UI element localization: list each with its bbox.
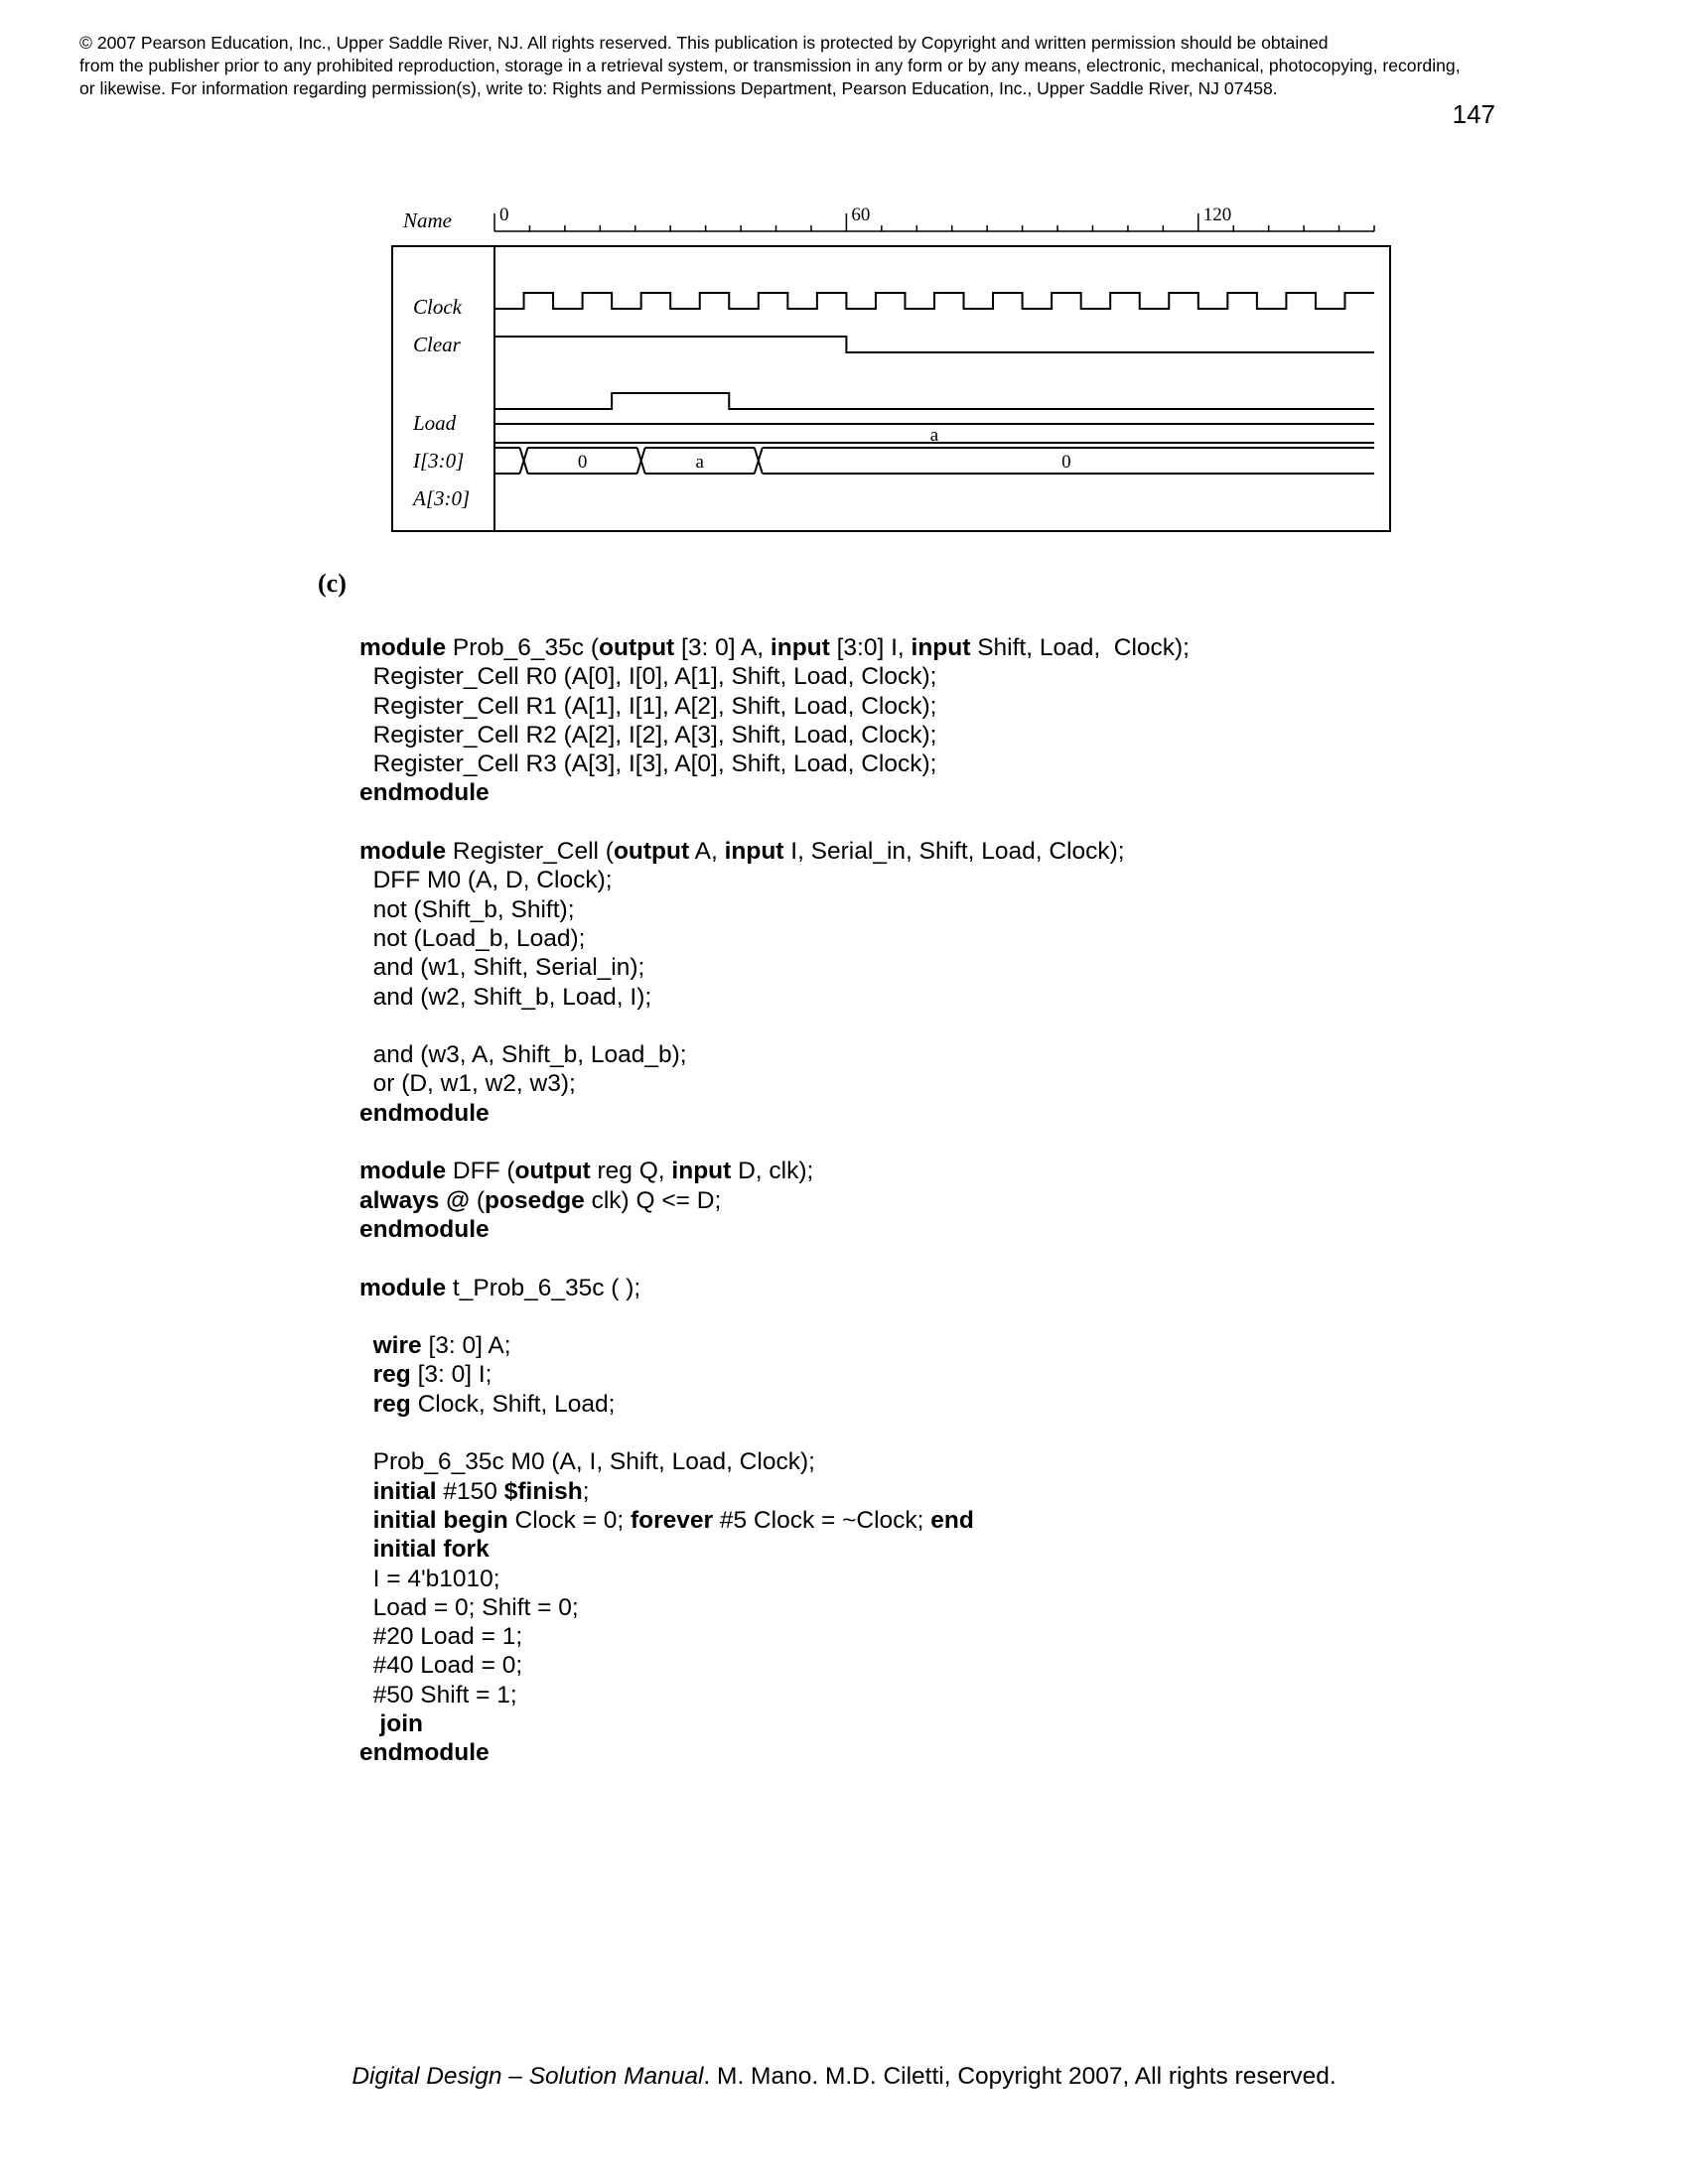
code-keyword: module [359,838,447,866]
code-text: not (Load_b, Load); [359,924,586,952]
code-keyword: module [359,634,447,661]
code-text: [3: 0] A, [674,634,771,661]
code-line [359,866,1551,894]
code-keyword: initial [372,1477,437,1505]
footer-title: Digital Design – Solution Manual [352,2063,704,2090]
code-line [359,837,1551,866]
code-line [359,778,1551,807]
waveforms [494,293,1374,474]
code-line [359,1565,1551,1593]
code-line [359,662,1551,691]
code-text: A, [689,838,725,866]
code-line [359,721,1551,750]
code-line [359,633,1551,662]
code-text: t_Prob_6_35c ( ); [446,1274,641,1301]
code-keyword: posedge [485,1186,585,1214]
code-line [359,1157,1551,1185]
code-text: and (w3, A, Shift_b, Load_b); [359,1041,687,1069]
i-bus-value: a [929,425,939,446]
a-bus-value: 0 [1061,452,1071,473]
load-waveform [494,393,1374,409]
part-label: (c) [318,569,347,598]
code-line [359,808,1551,837]
copyright-line: © 2007 Pearson Education, Inc., Upper Saddle River, NJ. All rights reserved. This publication is protected by Copyright and written permission should be obtained [79,33,1329,53]
code-line [359,1099,1551,1128]
code-line [359,924,1551,953]
code-text: D, clk); [731,1158,814,1185]
code-line [359,1302,1551,1331]
code-keyword: endmodule [359,1739,490,1767]
clock-waveform [494,293,1374,309]
diagram-frame [392,246,1390,531]
code-text: Register_Cell ( [446,838,614,866]
code-text: #150 [436,1477,504,1505]
code-text: I, Serial_in, Shift, Load, Clock); [783,838,1125,866]
code-text: #50 Shift = 1; [359,1681,517,1708]
code-line [359,1477,1551,1506]
signal-name-clock: Clock [413,295,462,319]
tick-label: 0 [499,205,509,225]
tick-label: 60 [851,205,871,225]
code-keyword: endmodule [359,1215,490,1243]
code-keyword: output [599,634,675,661]
copyright-line: or likewise. For information regarding permission(s), write to: Rights and Permissions Department, Pearson Education, Inc., Upper Saddle River, NJ 07458. [79,78,1278,98]
code-keyword: initial fork [372,1536,490,1564]
code-text: Prob_6_35c ( [446,634,600,661]
code-keyword: output [613,838,690,866]
a-bus-value: a [695,452,704,473]
code-line [359,1215,1551,1244]
code-line [359,1390,1551,1419]
code-line [359,1709,1551,1738]
code-text: [3: 0] A; [421,1332,511,1360]
code-keyword: initial begin [372,1506,508,1534]
code-text: Shift, Load, Clock); [970,634,1190,661]
signal-name-a-bus: A[3:0] [413,486,471,510]
code-line [359,1535,1551,1564]
code-line [359,750,1551,778]
code-text [359,1710,379,1737]
clear-waveform [494,337,1374,352]
code-line [359,953,1551,982]
code-text: Register_Cell R3 (A[3], I[3], A[0], Shift, Load, Clock); [359,751,937,778]
code-text: ; [582,1477,590,1505]
code-keyword: join [379,1709,423,1737]
code-text: not (Shift_b, Shift); [359,895,575,923]
code-line [359,1040,1551,1069]
code-text: and (w1, Shift, Serial_in); [359,954,645,982]
code-keyword: wire [372,1332,422,1360]
code-text: [3:0] I, [829,634,912,661]
code-line [359,1069,1551,1098]
code-text: #5 Clock = ~Clock; [713,1506,931,1534]
signal-name-clear: Clear [413,333,461,356]
code-text: I = 4'b1010; [359,1565,500,1592]
code-keyword: module [359,1274,447,1301]
code-text: #20 Load = 1; [359,1623,523,1651]
code-text: clk) Q <= D; [584,1186,722,1214]
code-text: Load = 0; Shift = 0; [359,1593,579,1621]
code-text: Prob_6_35c M0 (A, I, Shift, Load, Clock); [359,1448,815,1476]
code-line [359,1447,1551,1476]
code-text: [3: 0] I; [410,1361,492,1389]
code-keyword: end [930,1506,974,1534]
signal-name-load: Load [413,411,457,435]
timing-diagram [377,194,1390,541]
code-line [359,1012,1551,1040]
code-text: DFF M0 (A, D, Clock); [359,867,613,894]
code-text: or (D, w1, w2, w3); [359,1070,576,1098]
code-text: Register_Cell R1 (A[1], I[1], A[2], Shift, Load, Clock); [359,692,937,720]
code-keyword: input [724,838,784,866]
footer [0,2063,1688,2091]
code-keyword: $finish [503,1477,583,1505]
footer-text: . M. Mano. M.D. Ciletti, Copyright 2007, All rights reserved. [703,2063,1336,2090]
code-text [359,1507,373,1534]
code-line [359,692,1551,721]
code-keyword: input [770,634,830,661]
page-number: 147 [1452,99,1495,129]
code-keyword: input [911,634,971,661]
code-line [359,1186,1551,1215]
code-text: Register_Cell R0 (A[0], I[0], A[1], Shift, Load, Clock); [359,663,937,691]
verilog-code [359,633,1551,1768]
code-text: ( [470,1186,486,1214]
code-keyword: endmodule [359,779,490,807]
code-text: Register_Cell R2 (A[2], I[2], A[3], Shift, Load, Clock); [359,721,937,749]
code-line [359,1419,1551,1447]
code-keyword: reg [372,1361,411,1389]
code-line [359,1681,1551,1709]
code-line [359,983,1551,1012]
code-line [359,895,1551,924]
code-text [359,1391,373,1418]
code-line [359,1244,1551,1273]
code-keyword: input [671,1158,732,1185]
code-keyword: output [514,1158,591,1185]
code-line [359,1506,1551,1535]
code-text [359,1478,373,1505]
code-text: #40 Load = 0; [359,1652,523,1680]
code-text: Clock = 0; [507,1506,631,1534]
signal-name-i-bus: I[3:0] [413,449,465,473]
code-line [359,1738,1551,1767]
a-bus-value: 0 [577,452,588,473]
code-text: reg Q, [590,1158,672,1185]
code-text: and (w2, Shift_b, Load, I); [359,983,652,1011]
time-axis [494,205,1374,231]
code-keyword: always @ [359,1186,471,1214]
code-text [359,1361,373,1388]
code-text: DFF ( [446,1158,515,1185]
code-text [359,1332,373,1359]
code-line [359,1128,1551,1157]
code-line [359,1593,1551,1622]
code-keyword: module [359,1158,447,1185]
name-column-header: Name [403,208,452,232]
code-text [359,1536,373,1563]
copyright-notice [79,32,1628,100]
code-line [359,1622,1551,1651]
code-line [359,1274,1551,1302]
code-line [359,1331,1551,1360]
code-text: Clock, Shift, Load; [410,1390,616,1418]
code-keyword: forever [630,1506,714,1534]
code-line [359,1360,1551,1389]
code-keyword: endmodule [359,1099,490,1127]
tick-label: 120 [1202,205,1232,225]
copyright-line: from the publisher prior to any prohibited reproduction, storage in a retrieval system, or transmission in any form or by any means, electronic, mechanical, photocopying, recording, [79,56,1461,75]
code-keyword: reg [372,1390,411,1418]
code-line [359,1651,1551,1680]
